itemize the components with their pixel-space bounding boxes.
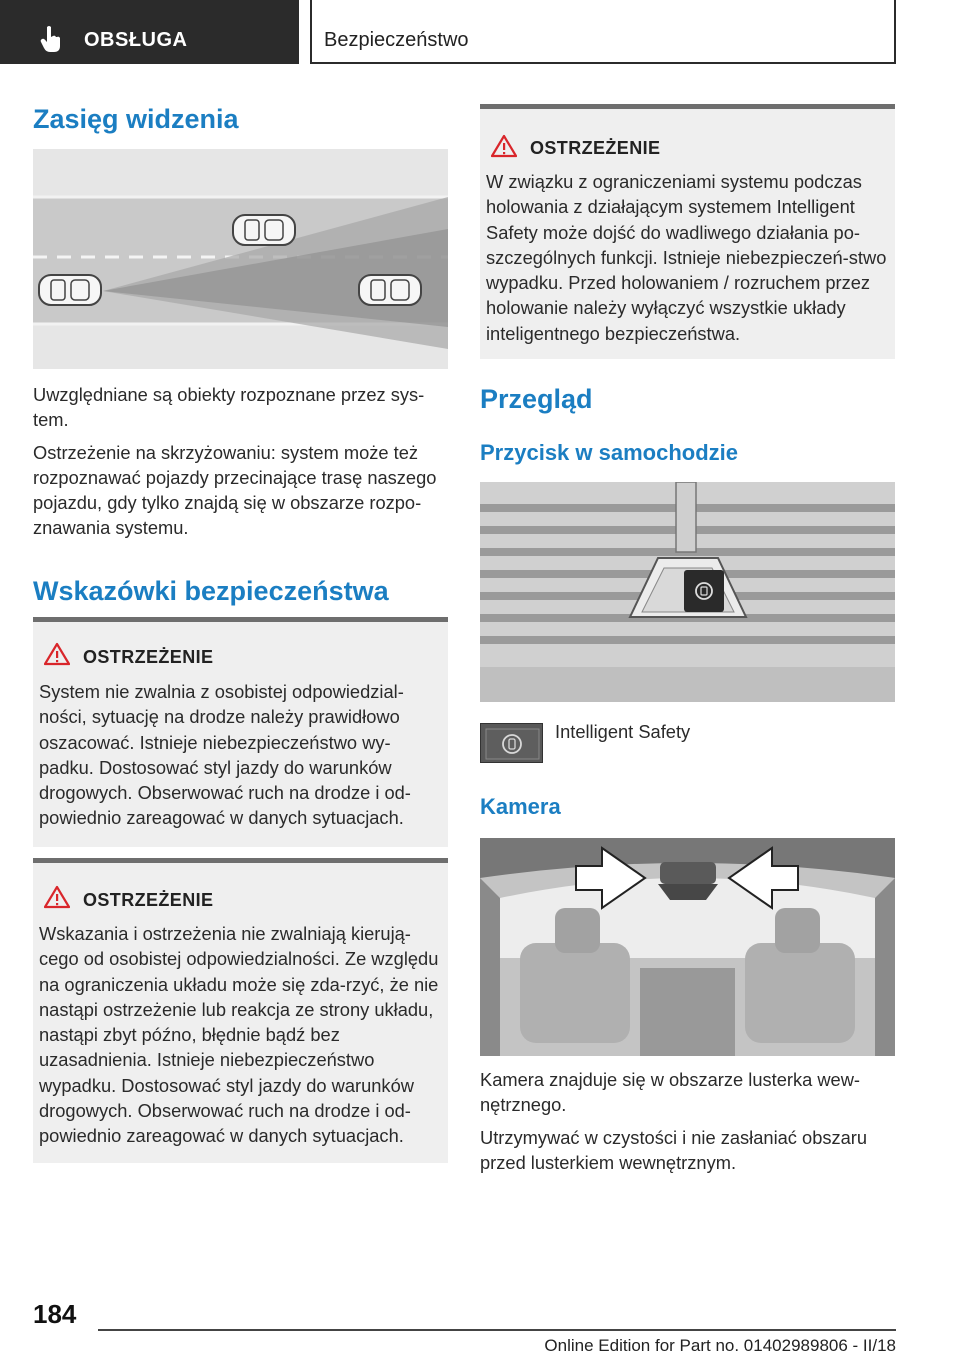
- camera-para-2: Utrzymywać w czystości i nie zasłaniać obszaru przed lusterkiem wewnętrznym.: [480, 1126, 868, 1173]
- camera-para-1: Kamera znajduje się w obszarze lusterka wew-nętrznego.: [480, 1069, 861, 1116]
- warning-triangle-icon: [491, 134, 517, 158]
- heading-button-in-car: Przycisk w samochodzie: [480, 440, 738, 465]
- intelligent-safety-button-icon: [480, 723, 543, 763]
- warning-text: W związku z ograniczeniami systemu podczas holowania z działającym systemem Intelligent Safety może dojść do wadliwego działania po-szczególnych funkcji. Istnieje niebezpieczeń-stwo wypadku. Przed holowaniem / rozruchem przez holowanie należy wyłączyć wszystkie układy inteligentnego bezpieczeństwa.: [486, 171, 887, 344]
- range-para-1: Uwzględniane są obiekty rozpoznane przez sys-tem.: [33, 384, 425, 431]
- heading-detection-range: Zasięg widzenia: [33, 104, 239, 134]
- button-label: Intelligent Safety: [555, 721, 691, 742]
- warning-box-2: [33, 858, 448, 1163]
- range-para-2: Ostrzeżenie na skrzyżowaniu: system może też rozpoznawać pojazdy przecinające trasę naszego pojazdu, gdy tylko znajdą się w obszarze rozpo-znawania systemu.: [33, 441, 437, 539]
- warning-title: OSTRZEŻENIE: [530, 138, 661, 158]
- heading-overview: Przegląd: [480, 384, 593, 414]
- warning-title: OSTRZEŻENIE: [83, 890, 214, 910]
- heading-safety-notes: Wskazówki bezpieczeństwa: [33, 576, 389, 606]
- range-description: [33, 382, 451, 548]
- warning-triangle-icon: [44, 642, 70, 666]
- warning-title: OSTRZEŻENIE: [83, 647, 214, 667]
- heading-camera: Kamera: [480, 794, 561, 819]
- warning-text: Wskazania i ostrzeżenia nie zwalniają kierują-cego od osobistej odpowiedzialności. Ze względu na ograniczenia układu może się zda-rzyć, że nie nastąpi ostrzeżenie lub reakcja ze strony układu, nastąpi zbyt późno, błędnie bądź bez uzasadnienia. Istnieje niebezpieczeństwo wypadku. Dostosować styl jazdy do warunków drogowych. Obserwować ruch na drodze i od-powiednio zareagować w danych sytuacjach.: [39, 923, 439, 1147]
- warning-box-3: [480, 104, 895, 359]
- camera-location-figure: [480, 838, 895, 1056]
- warning-box-1: [33, 617, 448, 847]
- footer-edition: Online Edition for Part no. 01402989806 - II/18: [544, 1336, 896, 1355]
- footer-rule: [98, 1329, 896, 1331]
- hand-pointer-icon: [40, 25, 62, 53]
- detection-range-diagram: [33, 149, 448, 369]
- page-number: 184: [33, 1299, 77, 1329]
- header-topic-label: Bezpieczeństwo: [324, 29, 469, 51]
- header-section-label: OBSŁUGA: [84, 29, 188, 51]
- camera-description: [480, 1067, 900, 1182]
- warning-triangle-icon: [44, 885, 70, 909]
- warning-text: System nie zwalnia z osobistej odpowiedzial-ności, sytuację na drodze należy prawidłowo oszacować. Istnieje niebezpieczeństwo wy-padku. Dostosować styl jazdy do warunków drogowych. Obserwować ruch na drodze i od-powiednio zareagować w danych sytuacjach.: [39, 681, 411, 829]
- button-location-figure: [480, 482, 895, 702]
